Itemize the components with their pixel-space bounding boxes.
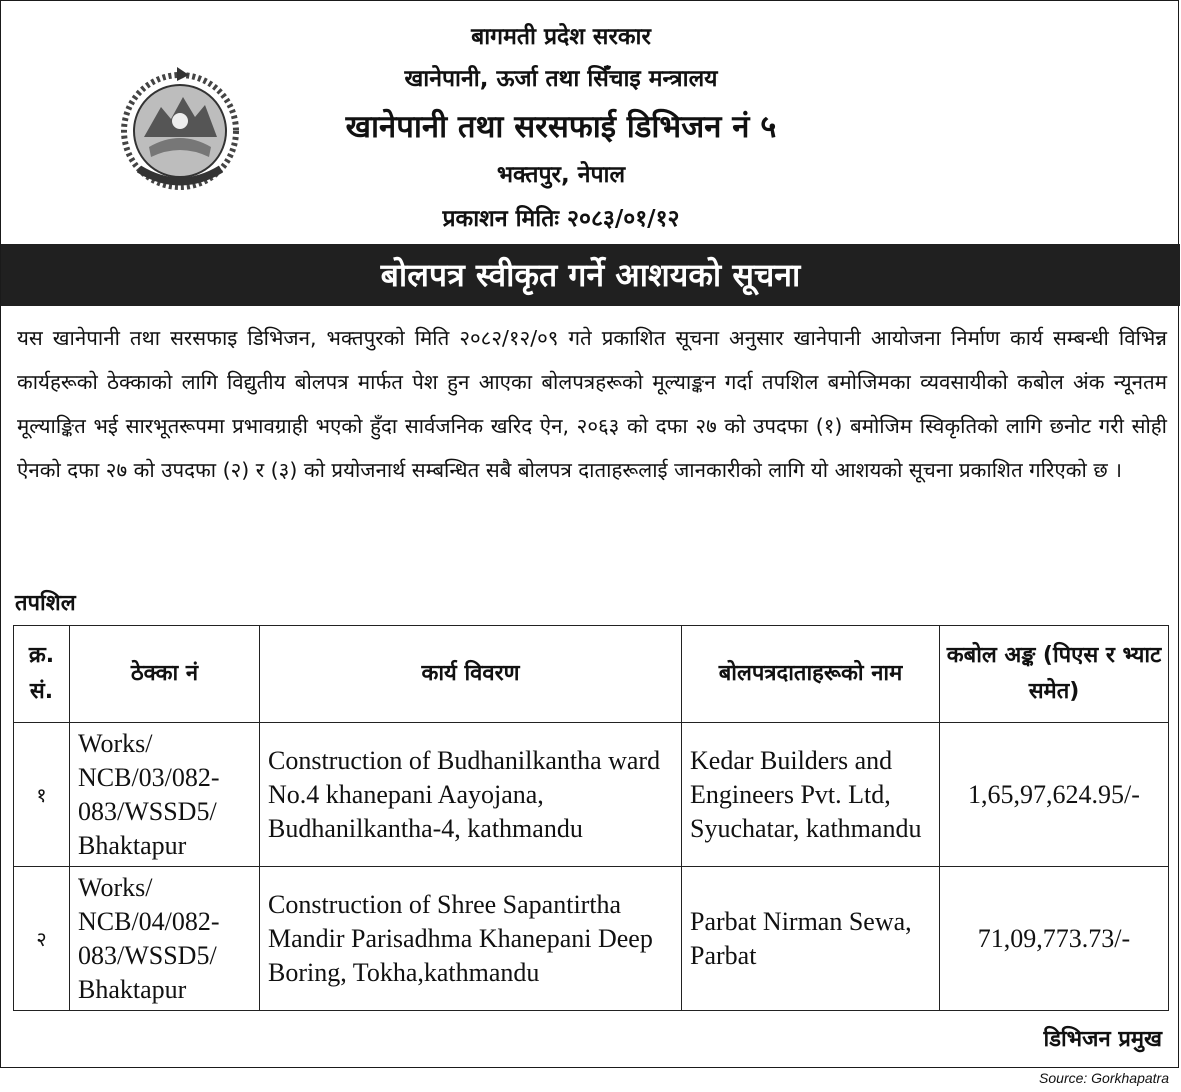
header-ministry: खानेपानी, ऊर्जा तथा सिँचाइ मन्त्रालय bbox=[404, 66, 718, 92]
award-table bbox=[13, 625, 1169, 1011]
cell-bidder: Kedar Builders and Engineers Pvt. Ltd, Syuchatar, kathmandu bbox=[682, 723, 940, 867]
cell-work: Construction of Budhanilkantha ward No.4 khanepani Aayojana, Budhanilkantha-4, kathmandu bbox=[260, 723, 682, 867]
cell-sn: २ bbox=[14, 867, 70, 1011]
table-header-row bbox=[14, 626, 1169, 723]
cell-work: Construction of Shree Sapantirtha Mandir Parisadhma Khanepani Deep Boring, Tokha,kathmandu bbox=[260, 867, 682, 1011]
cell-contract: Works/ NCB/03/082-083/WSSD5/ Bhaktapur bbox=[70, 723, 260, 867]
signatory-title: डिभिजन प्रमुख bbox=[1043, 1027, 1162, 1052]
col-header-bidder: बोलपत्रदाताहरूको नाम bbox=[682, 626, 940, 723]
notice-body: यस खानेपानी तथा सरसफाइ डिभिजन, भक्तपुरको मिति २०८२/१२/०९ गते प्रकाशित सूचना अनुसार खानेपानी आयोजना निर्माण कार्य सम्बन्धी विभिन्न कार्यहरूको ठेक्काको लागि विद्युतीय बोलपत्र मार्फत पेश हुन आएका बोलपत्रहरूको मूल्याङ्कन गर्दा तपशिल बमोजिमका व्यवसायीको कबोल अंक न्यूनतम मूल्याङ्कित भई सारभूतरूपमा प्रभावग्राही भएको हुँदा सार्वजनिक खरिद ऐन, २०६३ को दफा २७ को उपदफा (१) बमोजिम स्विकृतिको लागि छनोट गरी सोही ऐनको दफा २७ को उपदफा (२) र (३) को प्रयोजनार्थ सम्बन्धित सबै बोलपत्र दाताहरूलाई जानकारीको लागि यो आशयको सूचना प्रकाशित गरिएको छ । bbox=[17, 326, 1167, 482]
header-province: बागमती प्रदेश सरकार bbox=[471, 24, 651, 50]
nepal-emblem-icon bbox=[109, 59, 251, 199]
header-publish-date: प्रकाशन मितिः २०८३/०१/१२ bbox=[442, 206, 680, 232]
cell-sn: १ bbox=[14, 723, 70, 867]
header-division: खानेपानी तथा सरसफाई डिभिजन नं ५ bbox=[345, 109, 777, 145]
table-row bbox=[14, 723, 1169, 867]
col-header-sn: क्र. सं. bbox=[14, 626, 70, 723]
cell-amount: 1,65,97,624.95/- bbox=[940, 723, 1169, 867]
cell-bidder: Parbat Nirman Sewa, Parbat bbox=[682, 867, 940, 1011]
notice-title-banner: बोलपत्र स्वीकृत गर्ने आशयको सूचना bbox=[1, 244, 1180, 306]
col-header-work: कार्य विवरण bbox=[260, 626, 682, 723]
cell-contract: Works/ NCB/04/082-083/WSSD5/ Bhaktapur bbox=[70, 867, 260, 1011]
col-header-contract: ठेक्का नं bbox=[70, 626, 260, 723]
table-row bbox=[14, 867, 1169, 1011]
source-credit: Source: Gorkhapatra bbox=[1039, 1070, 1169, 1086]
header-location: भक्तपुर, नेपाल bbox=[496, 162, 626, 188]
details-heading: तपशिल bbox=[15, 591, 76, 616]
col-header-amount: कबोल अङ्क (पिएस र भ्याट समेत) bbox=[940, 626, 1169, 723]
cell-amount: 71,09,773.73/- bbox=[940, 867, 1169, 1011]
